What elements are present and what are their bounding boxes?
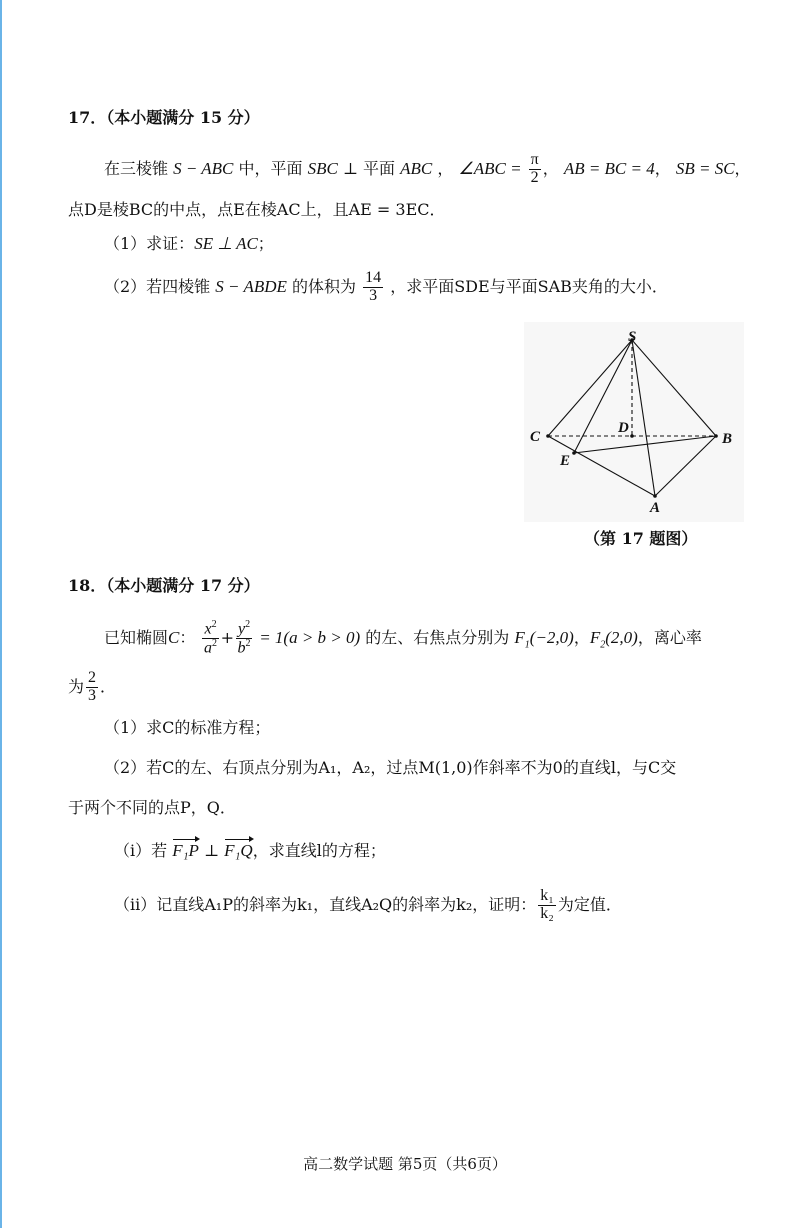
p17-ab-bc: AB = BC = 4 (563, 158, 655, 178)
label-s: S (628, 329, 637, 345)
point-d (630, 434, 634, 438)
p17-plane-sbc: SBC (307, 158, 338, 178)
p17-q1-math: SE ⊥ AC (194, 234, 258, 253)
p17-pyramid: S − ABC (173, 158, 234, 178)
point-b (714, 434, 718, 438)
label-d: D (618, 420, 629, 436)
p18-curve-c: C (168, 628, 180, 648)
problem-18-q2-line-1: （2）若C的左、右顶点分别为A₁，A₂，过点M(1,0)作斜率不为0的直线l，与C交 (104, 758, 677, 777)
page-left-edge (0, 0, 2, 1228)
edge-sa (632, 340, 655, 496)
p18-x-fraction: $\frac{x^2}{a^2}$ (204, 619, 218, 657)
problem-17-line-2: 点D是棱BC的中点，点E在棱AC上，且AE = 3EC． (68, 200, 446, 219)
problem-18-qi: （i）若 F₁P ⊥ F₁Q，求直线l的方程； (114, 841, 386, 860)
p18-slope-ratio-fraction: $\frac{\text{k₁}}{\text{k₂}}$ (540, 887, 554, 922)
edge-ab (655, 436, 716, 496)
problem-18-line-1: 已知椭圆C： $\frac{x^2}{a^2}$ + $\frac{y^2}{b^2}$ = 1(a > b > 0) 的左、右焦点分别为 $F_1(-2,0)$，$F_2(2,0)$，离心率 (104, 619, 702, 657)
label-a: A (650, 500, 661, 516)
label-c: C (530, 429, 541, 445)
edge-eb (574, 436, 716, 453)
vector-f1p: F₁P (172, 841, 199, 860)
point-a (653, 494, 657, 498)
point-e (572, 451, 576, 455)
problem-17-q1: （1）求证：SE ⊥ AC； (104, 234, 274, 253)
pyramid-svg (524, 322, 744, 522)
p18-ellipse-condition: = 1(a > b > 0) (259, 628, 361, 648)
p18-eccentricity-fraction: $\frac{2}{3}$ (88, 669, 97, 704)
p17-q2-solid: S − ABDE (215, 276, 287, 296)
pyramid-figure (524, 322, 744, 522)
p17-text: ⊥ 平面 (342, 158, 396, 178)
p18-y-fraction: $\frac{y^2}{b^2}$ (237, 619, 251, 657)
problem-18-q1: （1）求C的标准方程； (104, 718, 271, 737)
p17-volume-fraction: $\frac{14}{3}$ (365, 269, 382, 304)
page-footer: 高二数学试题 第5页（共6页） (303, 1155, 507, 1173)
p17-sb-sc: SB = SC (675, 158, 735, 178)
p18-focus-2: $F_2(2,0)$ (589, 628, 638, 651)
p17-plane-abc: ABC (400, 158, 433, 178)
problem-18-header: 18．（本小题满分 17 分） (68, 576, 260, 595)
vector-f1q: F₁Q (224, 841, 253, 860)
p17-angle: ∠ABC = (458, 158, 522, 178)
figure-caption: （第 17 题图） (584, 529, 698, 548)
p17-text: ， (437, 158, 454, 178)
problem-18-line-2: 为 $\frac{2}{3}$ ． (68, 669, 117, 704)
p17-angle-fraction: $\frac{\pi}{2}$ (530, 151, 539, 186)
problem-17-header: 17．（本小题满分 15 分） (68, 108, 260, 127)
label-b: B (722, 431, 733, 447)
problem-17-line-1: 在三棱锥 S − ABC 中，平面 SBC ⊥ 平面 ABC ， ∠ABC = $\frac{\pi}{2}$ ， AB = BC = 4， SB = SC， (104, 151, 751, 186)
label-e: E (560, 453, 571, 469)
problem-17-q2: （2）若四棱锥 S − ABDE 的体积为 $\frac{14}{3}$ ，求平面SDE与平面SAB夹角的大小． (104, 269, 668, 304)
edge-sb (632, 340, 716, 436)
problem-18-q2-line-2: 于两个不同的点P，Q． (68, 798, 236, 817)
problem-18-qii: （ii）记直线A₁P的斜率为k₁，直线A₂Q的斜率为k₂，证明： $\frac{\text{k₁}}{\text{k₂}}$ 为定值． (114, 887, 622, 922)
p18-focus-1: $F_1(-2,0)$ (514, 628, 574, 651)
p17-text: 中，平面 (238, 158, 303, 178)
p17-text: 在三棱锥 (104, 158, 169, 178)
point-c (546, 434, 550, 438)
